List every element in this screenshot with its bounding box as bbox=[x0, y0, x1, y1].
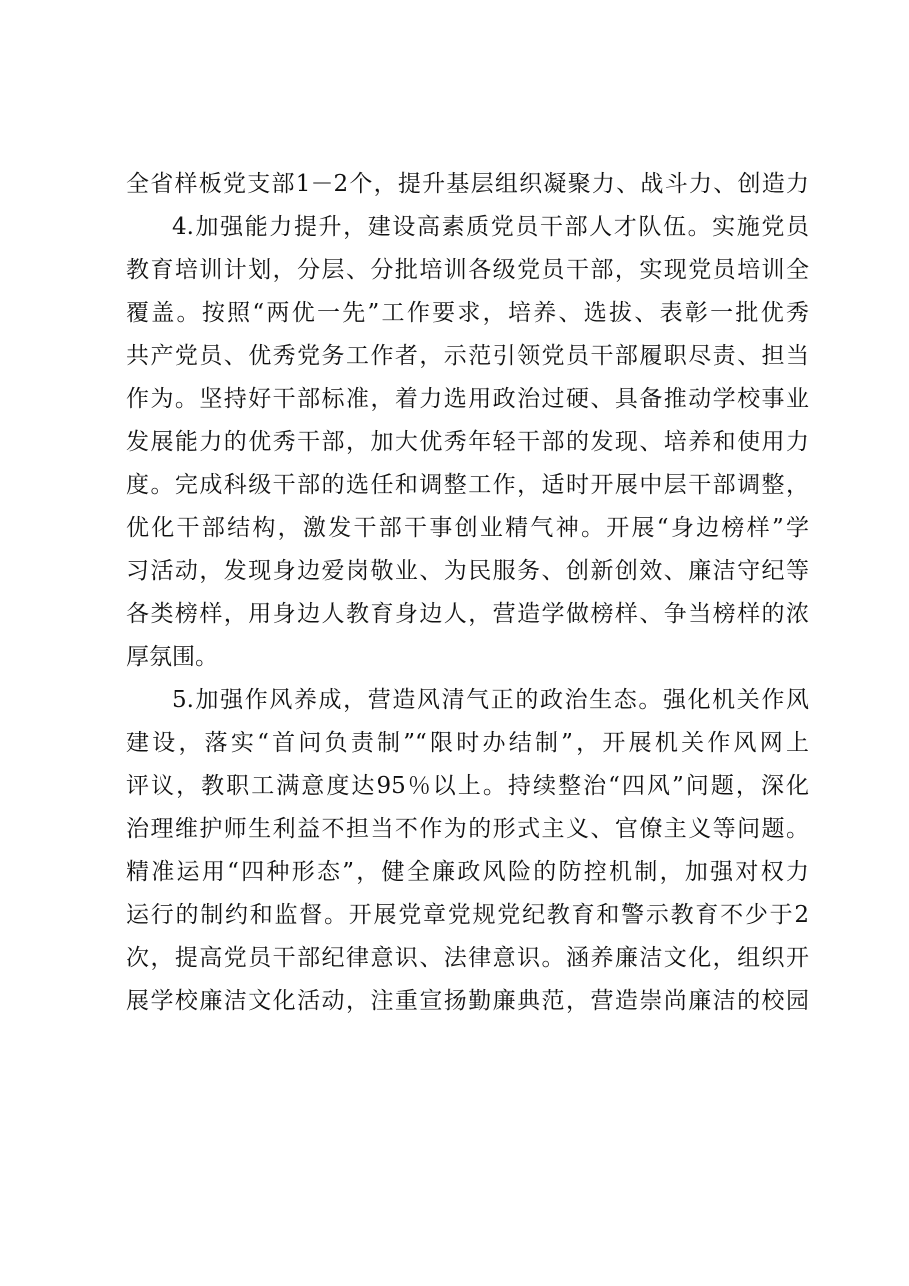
text-line: 全省样板党支部1－2个，提升基层组织凝聚力、战斗力、创造力 bbox=[126, 171, 809, 197]
text-line: 优化干部结构，激发干部干事创业精气神。开展“身边榜样”学 bbox=[126, 515, 809, 541]
text-line: 厚氛围。 bbox=[126, 644, 218, 670]
text-line: 教育培训计划，分层、分批培训各级党员干部，实现党员培训全 bbox=[126, 257, 809, 283]
text-line: 评议，教职工满意度达95％以上。持续整治“四风”问题，深化 bbox=[126, 773, 809, 799]
text-line: 运行的制约和监督。开展党章党规党纪教育和警示教育不少于2 bbox=[126, 902, 809, 928]
text-line: 度。完成科级干部的选任和调整工作，适时开展中层干部调整， bbox=[126, 472, 809, 498]
text-line: 各类榜样，用身边人教育身边人，营造学做榜样、争当榜样的浓 bbox=[126, 601, 809, 627]
text-line: 4.加强能力提升，建设高素质党员干部人才队伍。实施党员 bbox=[172, 214, 809, 240]
text-line: 共产党员、优秀党务工作者，示范引领党员干部履职尽责、担当 bbox=[126, 343, 809, 369]
text-line: 作为。坚持好干部标准，着力选用政治过硬、具备推动学校事业 bbox=[126, 386, 809, 412]
text-line: 发展能力的优秀干部，加大优秀年轻干部的发现、培养和使用力 bbox=[126, 429, 809, 455]
text-line: 精准运用“四种形态”，健全廉政风险的防控机制，加强对权力 bbox=[126, 859, 809, 885]
text-line: 次，提高党员干部纪律意识、法律意识。涵养廉洁文化，组织开 bbox=[126, 945, 809, 971]
text-line: 习活动，发现身边爱岗敬业、为民服务、创新创效、廉洁守纪等 bbox=[126, 558, 809, 584]
text-line: 展学校廉洁文化活动，注重宣扬勤廉典范，营造崇尚廉洁的校园 bbox=[126, 988, 809, 1014]
text-line: 覆盖。按照“两优一先”工作要求，培养、选拔、表彰一批优秀 bbox=[126, 300, 809, 326]
text-line: 5.加强作风养成，营造风清气正的政治生态。强化机关作风 bbox=[172, 687, 809, 713]
text-line: 治理维护师生利益不担当不作为的形式主义、官僚主义等问题。 bbox=[126, 816, 809, 842]
document-body bbox=[126, 163, 809, 1023]
text-line: 建设，落实“首问负责制”“限时办结制”，开展机关作风网上 bbox=[126, 730, 809, 756]
